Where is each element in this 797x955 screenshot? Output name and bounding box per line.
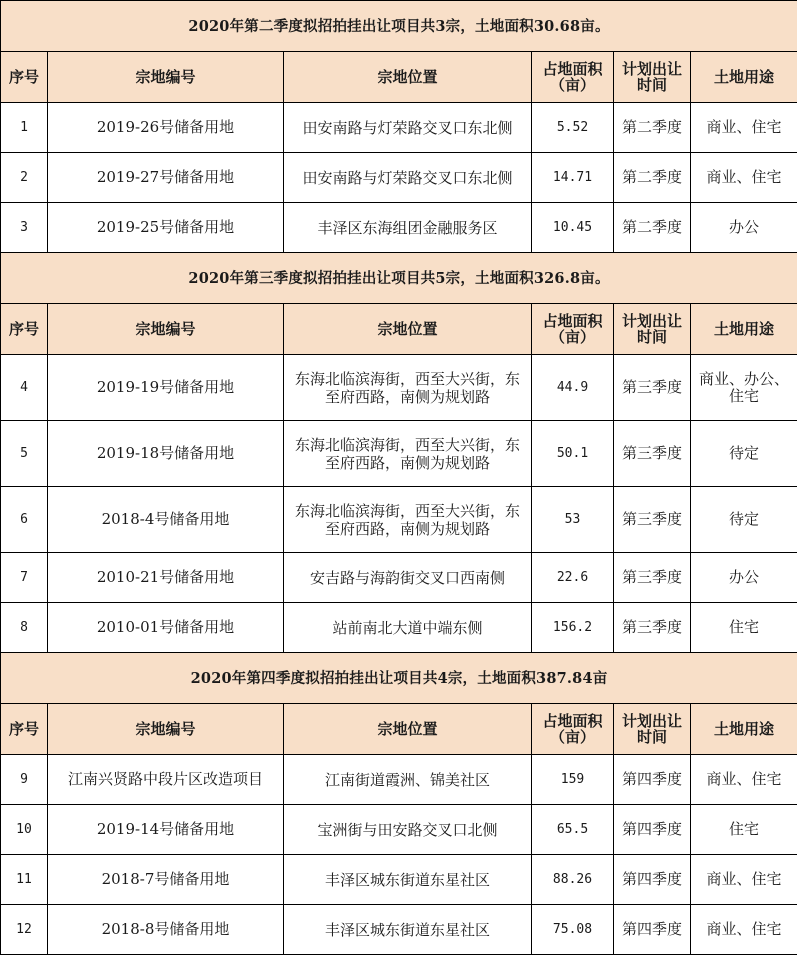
table-row: [1, 103, 797, 153]
cell-use: 商业、住宅: [691, 905, 797, 955]
header-use: 土地用途: [691, 304, 797, 355]
cell-use: 商业、住宅: [691, 153, 797, 203]
header-no: 序号: [1, 704, 48, 755]
cell-location: 东海北临滨海街，西至大兴街，东至府西路，南侧为规划路: [284, 421, 532, 487]
cell-plan: 第四季度: [614, 855, 691, 905]
cell-location: 丰泽区东海组团金融服务区: [284, 203, 532, 253]
header-row: [1, 704, 797, 755]
cell-no: 6: [1, 487, 48, 553]
cell-code: 2019-14号储备用地: [48, 805, 284, 855]
cell-location: 东海北临滨海街，西至大兴街，东至府西路，南侧为规划路: [284, 487, 532, 553]
cell-plan: 第三季度: [614, 355, 691, 421]
section-title-row: [1, 1, 797, 52]
cell-location: 安吉路与海韵街交叉口西南侧: [284, 553, 532, 603]
cell-location: 站前南北大道中端东侧: [284, 603, 532, 653]
cell-area: 159: [532, 755, 614, 805]
cell-no: 1: [1, 103, 48, 153]
table-row: [1, 355, 797, 421]
table-row: [1, 603, 797, 653]
cell-code: 2019-18号储备用地: [48, 421, 284, 487]
cell-location: 丰泽区城东街道东星社区: [284, 855, 532, 905]
cell-use: 商业、住宅: [691, 855, 797, 905]
cell-use: 待定: [691, 487, 797, 553]
cell-location: 东海北临滨海街，西至大兴街，东至府西路，南侧为规划路: [284, 355, 532, 421]
header-area: 占地面积（亩）: [532, 304, 614, 355]
header-plan: 计划出让时间: [614, 52, 691, 103]
cell-code: 2018-7号储备用地: [48, 855, 284, 905]
header-code: 宗地编号: [48, 304, 284, 355]
cell-code: 2010-01号储备用地: [48, 603, 284, 653]
header-plan: 计划出让时间: [614, 304, 691, 355]
cell-area: 5.52: [532, 103, 614, 153]
table-row: [1, 487, 797, 553]
header-plan: 计划出让时间: [614, 704, 691, 755]
cell-area: 14.71: [532, 153, 614, 203]
cell-use: 办公: [691, 553, 797, 603]
cell-location: 丰泽区城东街道东星社区: [284, 905, 532, 955]
table-row: [1, 805, 797, 855]
cell-no: 8: [1, 603, 48, 653]
cell-use: 办公: [691, 203, 797, 253]
cell-code: 2019-19号储备用地: [48, 355, 284, 421]
cell-no: 2: [1, 153, 48, 203]
header-row: [1, 52, 797, 103]
cell-plan: 第四季度: [614, 805, 691, 855]
cell-no: 11: [1, 855, 48, 905]
header-use: 土地用途: [691, 52, 797, 103]
cell-use: 商业、办公、住宅: [691, 355, 797, 421]
cell-plan: 第三季度: [614, 487, 691, 553]
cell-no: 3: [1, 203, 48, 253]
header-use: 土地用途: [691, 704, 797, 755]
table-row: [1, 153, 797, 203]
cell-code: 2010-21号储备用地: [48, 553, 284, 603]
cell-plan: 第三季度: [614, 603, 691, 653]
cell-plan: 第四季度: [614, 755, 691, 805]
header-code: 宗地编号: [48, 704, 284, 755]
section-title-row: [1, 653, 797, 704]
cell-location: 江南街道霞洲、锦美社区: [284, 755, 532, 805]
cell-area: 22.6: [532, 553, 614, 603]
cell-use: 待定: [691, 421, 797, 487]
cell-code: 2019-27号储备用地: [48, 153, 284, 203]
table-row: [1, 553, 797, 603]
cell-location: 田安南路与灯荣路交叉口东北侧: [284, 153, 532, 203]
section-title: 2020年第四季度拟招拍挂出让项目共4宗，土地面积387.84亩: [1, 653, 797, 704]
header-location: 宗地位置: [284, 704, 532, 755]
header-location: 宗地位置: [284, 304, 532, 355]
cell-plan: 第二季度: [614, 103, 691, 153]
cell-code: 2019-25号储备用地: [48, 203, 284, 253]
cell-use: 商业、住宅: [691, 755, 797, 805]
cell-use: 住宅: [691, 603, 797, 653]
table-row: [1, 421, 797, 487]
cell-area: 50.1: [532, 421, 614, 487]
cell-plan: 第三季度: [614, 421, 691, 487]
cell-use: 住宅: [691, 805, 797, 855]
table-row: [1, 755, 797, 805]
cell-use: 商业、住宅: [691, 103, 797, 153]
table-row: [1, 203, 797, 253]
section-title: 2020年第三季度拟招拍挂出让项目共5宗，土地面积326.8亩。: [1, 253, 797, 304]
cell-code: 2018-8号储备用地: [48, 905, 284, 955]
header-location: 宗地位置: [284, 52, 532, 103]
cell-area: 53: [532, 487, 614, 553]
header-row: [1, 304, 797, 355]
cell-plan: 第四季度: [614, 905, 691, 955]
cell-area: 10.45: [532, 203, 614, 253]
cell-area: 65.5: [532, 805, 614, 855]
cell-plan: 第二季度: [614, 203, 691, 253]
header-code: 宗地编号: [48, 52, 284, 103]
cell-area: 75.08: [532, 905, 614, 955]
cell-plan: 第三季度: [614, 553, 691, 603]
table-row: [1, 855, 797, 905]
cell-no: 5: [1, 421, 48, 487]
cell-no: 7: [1, 553, 48, 603]
header-area: 占地面积（亩）: [532, 52, 614, 103]
table-row: [1, 905, 797, 955]
cell-no: 12: [1, 905, 48, 955]
cell-area: 44.9: [532, 355, 614, 421]
header-area: 占地面积（亩）: [532, 704, 614, 755]
section-title-row: [1, 253, 797, 304]
cell-area: 156.2: [532, 603, 614, 653]
cell-location: 田安南路与灯荣路交叉口东北侧: [284, 103, 532, 153]
cell-no: 10: [1, 805, 48, 855]
cell-no: 4: [1, 355, 48, 421]
cell-code: 2018-4号储备用地: [48, 487, 284, 553]
header-no: 序号: [1, 52, 48, 103]
cell-plan: 第二季度: [614, 153, 691, 203]
cell-location: 宝洲街与田安路交叉口北侧: [284, 805, 532, 855]
section-title: 2020年第二季度拟招拍挂出让项目共3宗，土地面积30.68亩。: [1, 1, 797, 52]
cell-code: 2019-26号储备用地: [48, 103, 284, 153]
header-no: 序号: [1, 304, 48, 355]
cell-code: 江南兴贤路中段片区改造项目: [48, 755, 284, 805]
cell-no: 9: [1, 755, 48, 805]
cell-area: 88.26: [532, 855, 614, 905]
table-body: [1, 1, 797, 955]
